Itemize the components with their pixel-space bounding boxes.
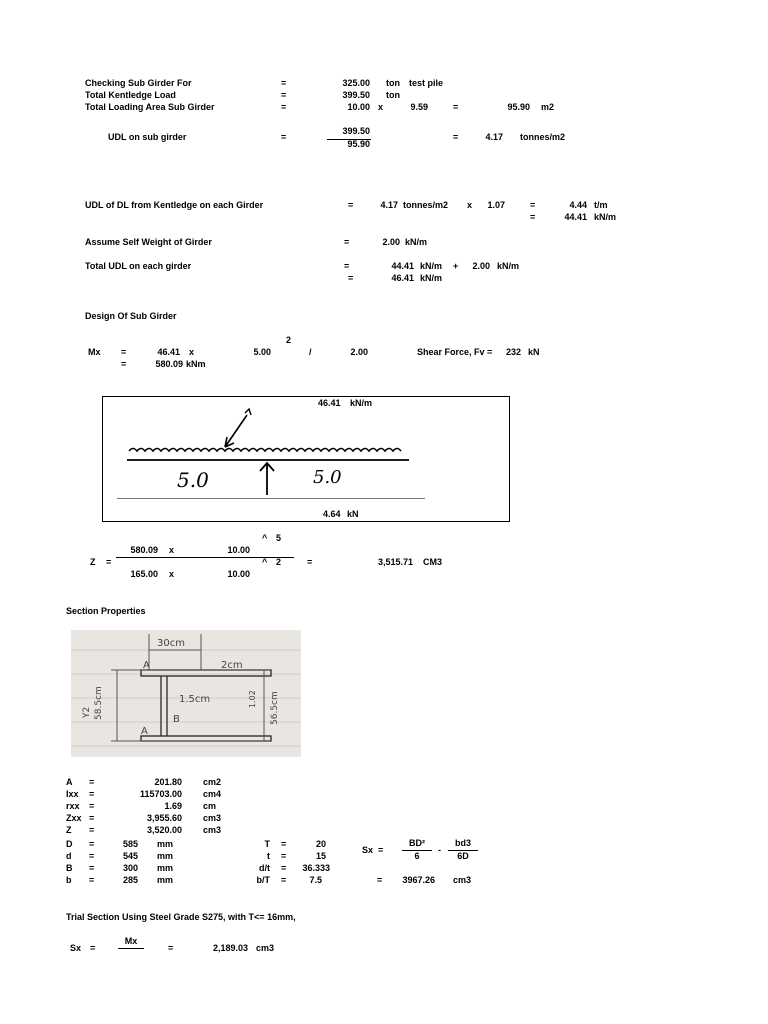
span-left-label: 5.0 (177, 468, 209, 492)
top-flange (141, 670, 271, 676)
design-d: 2.00 (350, 347, 368, 357)
prop-a-unit: cm2 (203, 777, 222, 787)
udl-dl-eq3: = (530, 212, 536, 222)
design-square: 2 (286, 335, 292, 345)
kentledge-value: 399.50 (342, 90, 370, 100)
total-udl-result: 46.41 (391, 273, 414, 283)
photo-a-top: A (143, 660, 150, 671)
total-udl-eq2: = (348, 273, 354, 283)
span-right-label: 5.0 (313, 467, 342, 488)
sketch-bottom-unit: kN (347, 509, 359, 519)
sx-num1: BD² (409, 838, 425, 848)
prop-z-sym: Z (66, 825, 72, 835)
udl-dl-eq: = (348, 200, 354, 210)
sx-den1: 6 (414, 851, 420, 861)
total-udl-b: 2.00 (472, 261, 490, 271)
sx-minus: - (438, 845, 441, 855)
trial-eq2: = (168, 943, 174, 953)
z-caret1: ^ (262, 533, 268, 543)
ratio-t-upper-eq: = (281, 839, 287, 849)
z-exp1: 5 (276, 533, 282, 543)
prop-zxx-eq: = (89, 813, 95, 823)
photo-top-width: 30cm (157, 638, 185, 649)
udl-sub-label: UDL on sub girder (108, 132, 187, 142)
udl-squiggle (129, 449, 401, 452)
area-times: x (378, 102, 384, 112)
ratio-t-lower-eq: = (281, 851, 287, 861)
z-num1: 580.09 (130, 545, 158, 555)
kentledge-unit: ton (386, 90, 400, 100)
prop-z-unit: cm3 (203, 825, 222, 835)
photo-inner-label: 1.02 (248, 690, 257, 708)
self-weight-unit: kN/m (405, 237, 428, 247)
z-eq: = (106, 557, 112, 567)
z-num2: 10.00 (227, 545, 250, 555)
section-title: Section Properties (66, 606, 146, 616)
dim-d-upper-val: 585 (122, 839, 138, 849)
total-udl-plus: + (453, 261, 459, 271)
photo-a-bottom: A (141, 726, 148, 737)
prop-a-sym: A (66, 777, 73, 787)
z-den-times: x (169, 569, 175, 579)
prop-ixx-sym: Ixx (66, 789, 79, 799)
design-title: Design Of Sub Girder (85, 311, 177, 321)
prop-ixx-eq: = (89, 789, 95, 799)
udl-dl-result2: 44.41 (564, 212, 587, 222)
dim-b-upper-sym: B (66, 863, 73, 873)
udl-dl-times: x (467, 200, 473, 210)
check-label: Checking Sub Girder For (85, 78, 192, 88)
dim-b-upper-eq: = (89, 863, 95, 873)
sketch-load-unit: kN/m (350, 398, 373, 408)
sx-den2: 6D (457, 851, 469, 861)
udl-dl-result1: 4.44 (569, 200, 587, 210)
photo-b-mid: B (173, 714, 180, 725)
ratio-bt-val: 7.5 (309, 875, 322, 885)
prop-z-eq: = (89, 825, 95, 835)
ratio-bt-sym: b/T (256, 875, 270, 885)
z-caret2: ^ (262, 557, 268, 567)
ratio-t-upper-val: 20 (315, 839, 326, 849)
total-udl-label: Total UDL on each girder (85, 261, 192, 271)
check-eq: = (281, 78, 287, 88)
load-sketch-box (102, 396, 510, 522)
udl-sub-denominator: 95.90 (347, 139, 370, 149)
prop-rxx-unit: cm (203, 801, 217, 811)
area-eq: = (281, 102, 287, 112)
prop-a-val: 201.80 (154, 777, 182, 787)
area-a: 10.00 (347, 102, 370, 112)
prop-rxx-eq: = (89, 801, 95, 811)
z-den2: 10.00 (227, 569, 250, 579)
trial-numerator: Mx (124, 936, 138, 946)
shear-label: Shear Force, Fv = (417, 347, 493, 357)
dim-d-upper-unit: mm (157, 839, 174, 849)
dim-b-upper-val: 300 (122, 863, 138, 873)
udl-dl-label: UDL of DL from Kentledge on each Girder (85, 200, 264, 210)
ratio-t-lower-val: 15 (315, 851, 326, 861)
area-eq2: = (453, 102, 459, 112)
z-result: 3,515.71 (377, 557, 413, 567)
prop-zxx-val: 3,955.60 (146, 813, 182, 823)
ratio-t-upper-sym: T (264, 839, 270, 849)
udl-dl-value: 4.17 (380, 200, 398, 210)
photo-depth-left: 58.5cm (94, 686, 104, 720)
photo-y2-label: Y2 (82, 706, 92, 718)
trial-eq: = (90, 943, 96, 953)
area-b: 9.59 (410, 102, 428, 112)
trial-fraction-bar (118, 948, 144, 949)
udl-dl-unit1: t/m (594, 200, 608, 210)
dim-b-lower-eq: = (89, 875, 95, 885)
ratio-bt-eq: = (281, 875, 287, 885)
prop-rxx-val: 1.69 (164, 801, 182, 811)
dim-b-lower-sym: b (66, 875, 72, 885)
total-udl-eq: = (344, 261, 350, 271)
kentledge-eq: = (281, 90, 287, 100)
total-udl-b-unit: kN/m (497, 261, 520, 271)
photo-depth-right: 56.5cm (270, 691, 280, 725)
prop-ixx-unit: cm4 (203, 789, 222, 799)
total-udl-result-unit: kN/m (420, 273, 443, 283)
sketch-load-value: 46.41 (318, 398, 341, 408)
dim-d-lower-val: 545 (122, 851, 138, 861)
trial-result: 2,189.03 (212, 943, 248, 953)
check-note: test pile (409, 78, 444, 88)
dim-d-upper-sym: D (66, 839, 73, 849)
design-w: 46.41 (157, 347, 180, 357)
sx-eq2: = (377, 875, 383, 885)
photo-web-thickness: 1.5cm (179, 694, 211, 705)
udl-sub-result: 4.17 (485, 132, 503, 142)
bottom-flange (141, 736, 271, 741)
support-arrow (260, 463, 274, 495)
udl-sub-numerator: 399.50 (342, 126, 370, 136)
prop-a-eq: = (89, 777, 95, 787)
dim-d-lower-sym: d (66, 851, 72, 861)
load-pointer-arrow (225, 415, 247, 447)
moment-unit: kNm (186, 359, 206, 369)
udl-dl-unit2: kN/m (594, 212, 617, 222)
check-unit: ton (386, 78, 400, 88)
photo-flange-thickness: 2cm (221, 660, 243, 671)
udl-dl-eq2: = (530, 200, 536, 210)
ratio-t-lower-sym: t (267, 851, 270, 861)
prop-rxx-sym: rxx (66, 801, 80, 811)
moment-result: 580.09 (155, 359, 183, 369)
ratio-dt-val: 36.333 (302, 863, 330, 873)
design-mx: Mx (88, 347, 101, 357)
dim-b-lower-unit: mm (157, 875, 174, 885)
sketch-base-line (117, 498, 425, 499)
udl-sub-eq2: = (453, 132, 459, 142)
ratio-dt-eq: = (281, 863, 287, 873)
trial-unit: cm3 (256, 943, 275, 953)
area-result: 95.90 (507, 102, 530, 112)
z-symbol: Z (90, 557, 96, 567)
kentledge-label: Total Kentledge Load (85, 90, 176, 100)
z-den1: 165.00 (130, 569, 158, 579)
section-sketch (71, 630, 301, 757)
udl-dl-unit: tonnes/m2 (403, 200, 449, 210)
trial-title: Trial Section Using Steel Grade S275, with T<= 16mm, (66, 912, 296, 922)
check-value: 325.00 (342, 78, 370, 88)
sx-num2: bd3 (454, 838, 471, 848)
sx-label: Sx (362, 845, 374, 855)
section-photo (71, 630, 301, 757)
shear-value: 232 (506, 347, 522, 357)
z-eq2: = (307, 557, 313, 567)
design-div: / (309, 347, 312, 357)
dim-b-upper-unit: mm (157, 863, 174, 873)
udl-sub-eq: = (281, 132, 287, 142)
beam-sketch (117, 407, 417, 503)
ratio-dt-sym: d/t (259, 863, 270, 873)
dim-b-lower-val: 285 (122, 875, 138, 885)
prop-zxx-unit: cm3 (203, 813, 222, 823)
sketch-bottom-value: 4.64 (323, 509, 341, 519)
z-num-times: x (169, 545, 175, 555)
udl-dl-b: 1.07 (487, 200, 505, 210)
total-udl-a-unit: kN/m (420, 261, 443, 271)
sx-eq: = (378, 845, 384, 855)
sx-unit: cm3 (453, 875, 472, 885)
trial-sx-label: Sx (70, 943, 82, 953)
prop-z-val: 3,520.00 (146, 825, 182, 835)
shear-unit: kN (528, 347, 540, 357)
area-unit: m2 (541, 102, 555, 112)
design-eq2: = (121, 359, 127, 369)
z-fraction-bar (116, 557, 294, 558)
self-weight-eq: = (344, 237, 350, 247)
dim-d-lower-eq: = (89, 851, 95, 861)
prop-ixx-val: 115703.00 (139, 789, 182, 799)
design-eq: = (121, 347, 127, 357)
sx-result: 3967.26 (402, 875, 435, 885)
prop-zxx-sym: Zxx (66, 813, 82, 823)
design-times: x (189, 347, 195, 357)
dim-d-lower-unit: mm (157, 851, 174, 861)
area-label: Total Loading Area Sub Girder (85, 102, 215, 112)
z-exp2: 2 (276, 557, 282, 567)
self-weight-label: Assume Self Weight of Girder (85, 237, 212, 247)
z-unit: CM3 (423, 557, 443, 567)
total-udl-a: 44.41 (391, 261, 414, 271)
udl-sub-unit: tonnes/m2 (520, 132, 566, 142)
dim-d-upper-eq: = (89, 839, 95, 849)
self-weight-value: 2.00 (382, 237, 400, 247)
design-l: 5.00 (253, 347, 271, 357)
